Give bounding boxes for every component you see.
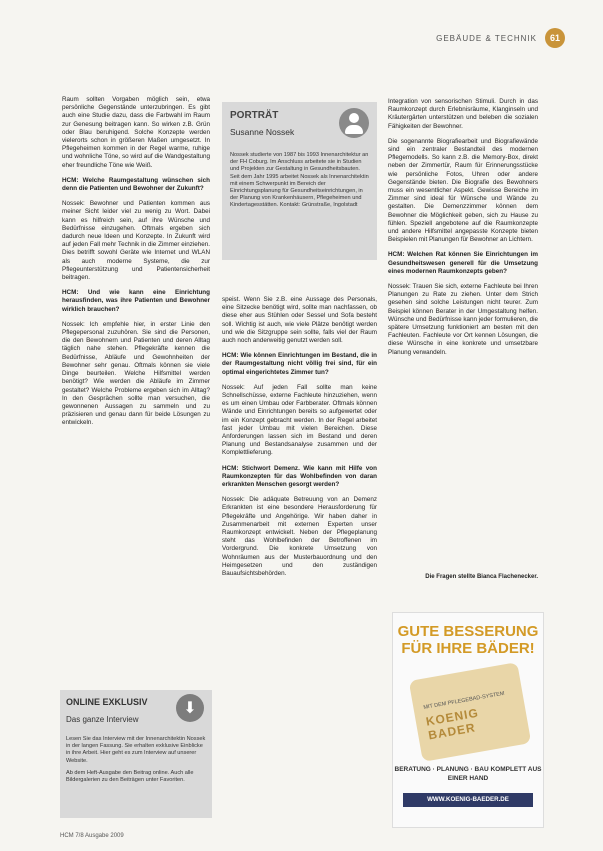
interview-question: HCM: Und wie kann eine Einrichtung herausfinden, was ihre Patienten und Bewohner wirklich brauchen? [62,289,210,313]
article-column-1 [62,96,210,435]
page-footer: HCM 7/8 Ausgabe 2009 [60,833,124,839]
ad-badge-small: MIT DEM PFLEGEBAD-SYSTEM [423,690,505,711]
interview-answer: Nossek: Die adäquate Betreuung von an Demenz Erkrankten ist eine besondere Herausforderung für Pflegekräfte und Angehörige. Wir haben daher in Zusammenarbeit mit externen Experten unser Raumkonzept entwickelt. Neben der Pflegeplanung steht das Wohlbefinden der Betroffenen im Vordergrund. Die konkrete Umsetzung von Wohnräumen aus der Musterbauordnung und den Heimgesetzen und den zuständigen Bauaufsichtsbehörden. [222,496,377,578]
interview-question: HCM: Welchen Rat können Sie Einrichtungen im Gesundheitswesen generell für die Umsetzung eines modernen Raumkonzepts geben? [388,251,538,275]
article-column-3 [388,98,538,364]
interview-answer: Nossek: Bewohner und Patienten kommen aus meiner Sicht leider viel zu wenig zu Wort. Dabei kann es hilfreich sein, auf ihre Wünsche und Bedürfnisse einzugehen. Oftmals ergeben sich dadurch neue Ideen und Konzepte. In Zukunft wird auf jeden Fall mehr Technik in die Zimmer einziehen. Dies betrifft sowohl Geräte wie Internet und WLAN als auch moderne Systeme, die zur Pflegeunterstützung und Patientensicherheit beitragen. [62,200,210,282]
interview-answer: Raum sollten Vorgaben möglich sein, etwa persönliche Gegenstände unterzubringen. Es gibt auch eine Studie dazu, dass die Farbwahl im Raum zur Genesung beitragen kann. So wirken z.B. Grün oder Blau beruhigend. Solche Konzepte werden vielerorts schon in größeren Maßen umgesetzt. In Pflegeheimen kommen in der Regel warme, ruhige und wohnliche Töne, so wird auf die Wandgestaltung eher freundliche Töne wie Weiß. [62,96,210,169]
interview-answer: Nossek: Auf jeden Fall sollte man keine Schnellschüsse, externe Fachleute hinzuziehen, wenn es um einen Umbau oder Farbberater. Oftmals können Wände und Einrichtungen bereits so aufgewertet oder im ein Konzept gebracht werden. In der Regel arbeitet fast jeder Umbau mit vielen Bereichen. Diese Anforderungen lassen sich im Bestand und deren Planung und Bestandsanalyse zusammen und der Komplettlieferung. [222,383,377,457]
interview-question: HCM: Welche Raumgestaltung wünschen sich denn die Patienten und Bewohner der Zukunft? [62,176,210,193]
interview-credit: Die Fragen stellte Bianca Flachenecker. [425,574,538,580]
page-number: 61 [545,28,565,48]
ad-badge-brand: KOENIG BADER [424,705,480,743]
portrait-text: Nossek studierte von 1987 bis 1993 Innenarchitektur an der FH Coburg. Im Anschluss arbeitete sie in Studien und Projekten zur Gestaltung in Gesundheitsbauten. Seit dem Jahr 1995 arbeitet Nossek als Innenarchitektin mit einem Schwerpunkt im Bereich der Einrichtungsplanung für Gesundheitseinrichtungen, in der Planung von Krankenhäusern, Pflegeheimen und Kindertagesstätten. Kontakt: Grünstraße, Ingolstadt [230,152,369,209]
page-header [436,28,565,48]
interview-question: HCM: Stichwort Demenz. Wie kann mit Hilfe von Raumkonzepten für das Wohlbefinden von daran erkrankten Menschen gesorgt werden? [222,464,377,489]
online-exclusive-box[interactable] [60,690,212,818]
person-icon [339,108,369,138]
download-icon[interactable]: ⬇ [176,694,204,722]
ad-brand-badge [409,662,532,762]
ad-website-link[interactable]: WWW.KOENIG-BAEDER.DE [403,793,533,807]
interview-answer: speist. Wenn Sie z.B. eine Aussage des Personals, eine Sitzecke benötigt wird, sollte man nachfassen, ob diese eher aus Stühlen oder Sessel und Sofa besteht soll. Wichtig ist auch, wie viele Plätze benötigt werden und wie die Sitzgruppe sein sollte, falls viel der Raum auch noch anderweitig genutzt werden soll. [222,296,377,345]
online-subtitle: Das ganze Interview [66,715,139,724]
advertisement[interactable] [392,612,544,828]
interview-answer: Integration von sensorischen Stimuli. Durch in das Raumkonzept durch Erlebnisräume, Klanginseln und Kräutergärten unterstützen und beleben die sozialen Fähigkeiten der Bewohner. [388,98,538,130]
portrait-box [222,102,377,260]
interview-answer: Nossek: Ich empfehle hier, in erster Linie den Pflegepersonal zuzuhören. Sie sind die Personen, die den Bewohnern und Patienten und deren Alltag täglich nahe stehen. Pflegekräfte kennen die Bedürfnisse, Abläufe und Gewohnheiten der Bewohner sehr genau. Oftmals können sie viele Dinge beurteilen. Welche Hilfsmittel werden benötigt? Wie werden die Abläufe im Zimmer gestaltet? Welche Probleme ergeben sich im Alltag? In den Gesprächen sollte man versuchen, die gewonnenen Aussagen zu sammeln und zu präzisieren und genau dann für beide Lösungen zu entwickeln. [62,320,210,427]
ad-headline: GUTE BESSERUNG FÜR IHRE BÄDER! [397,623,539,657]
interview-question: HCM: Wie können Einrichtungen im Bestand, die in der Raumgestaltung nicht völlig frei sind, für ein optimal eingerichtetes Zimmer tun? [222,352,377,376]
interview-answer: Die sogenannte Biografiearbeit und Biografiewände sind ein zentraler Bestandteil des modernen Pflegemodells. So kann z.B. die Memory-Box, direkt neben der Zimmertür, Raum für Erinnerungsstücke wie persönliche Fotos, Uhren oder andere Gegenstände bieten. Die Biografie des Bewohners muss ein wesentlicher Aspekt. Gewisse Bereiche im Zimmer sind ideal für Wünsche und Wände zu gestalten. Die Demenzzimmer können dem Bewohner die Möglichkeit geben, sich zu Hause zu fühlen. Speziell angebotene auf die Raumkonzepte und andere Hilfsmittel angepasste Konzepte bieten Beispielen mit Planungen für Bewohner an Lichtern. [388,137,538,244]
online-title: ONLINE EXKLUSIV [66,697,148,707]
portrait-title: PORTRÄT [230,110,279,121]
article-column-2 [222,296,377,585]
ad-services: BERATUNG · PLANUNG · BAU KOMPLETT AUS EINER HAND [394,766,542,782]
online-text-2: Ab dem Heft-Ausgabe den Beitrag online. Auch alle Bildergalerien zu den Beiträgen unter Favoriten. [66,769,194,784]
online-text-1: Lesen Sie das Interview mit der Innenarchitektin Nossek in der langen Fassung. Sie erhalten exklusive Einblicke in ihre Arbeit. Hier geht es zum Interview auf unserer Website. [66,736,206,764]
portrait-name: Susanne Nossek [230,127,295,137]
online-text [66,736,206,789]
section-title: GEBÄUDE & TECHNIK [436,33,537,43]
interview-answer: Nossek: Trauen Sie sich, externe Fachleute bei Ihren Planungen zu Rate zu ziehen. Unter dem Strich gesehen sind solche Leistungen nicht teurer. Zum Beispiel können Berater in der Umgestaltung helfen. Wünsche und Bedürfnisse kann jeder formulieren, die spätere Umsetzung funktioniert am besten mit den Fachleuten. Fachleute vor Ort kennen Lösungen, die diese Wünsche in eine konkrete und umsetzbare Planung verwandeln. [388,283,538,356]
